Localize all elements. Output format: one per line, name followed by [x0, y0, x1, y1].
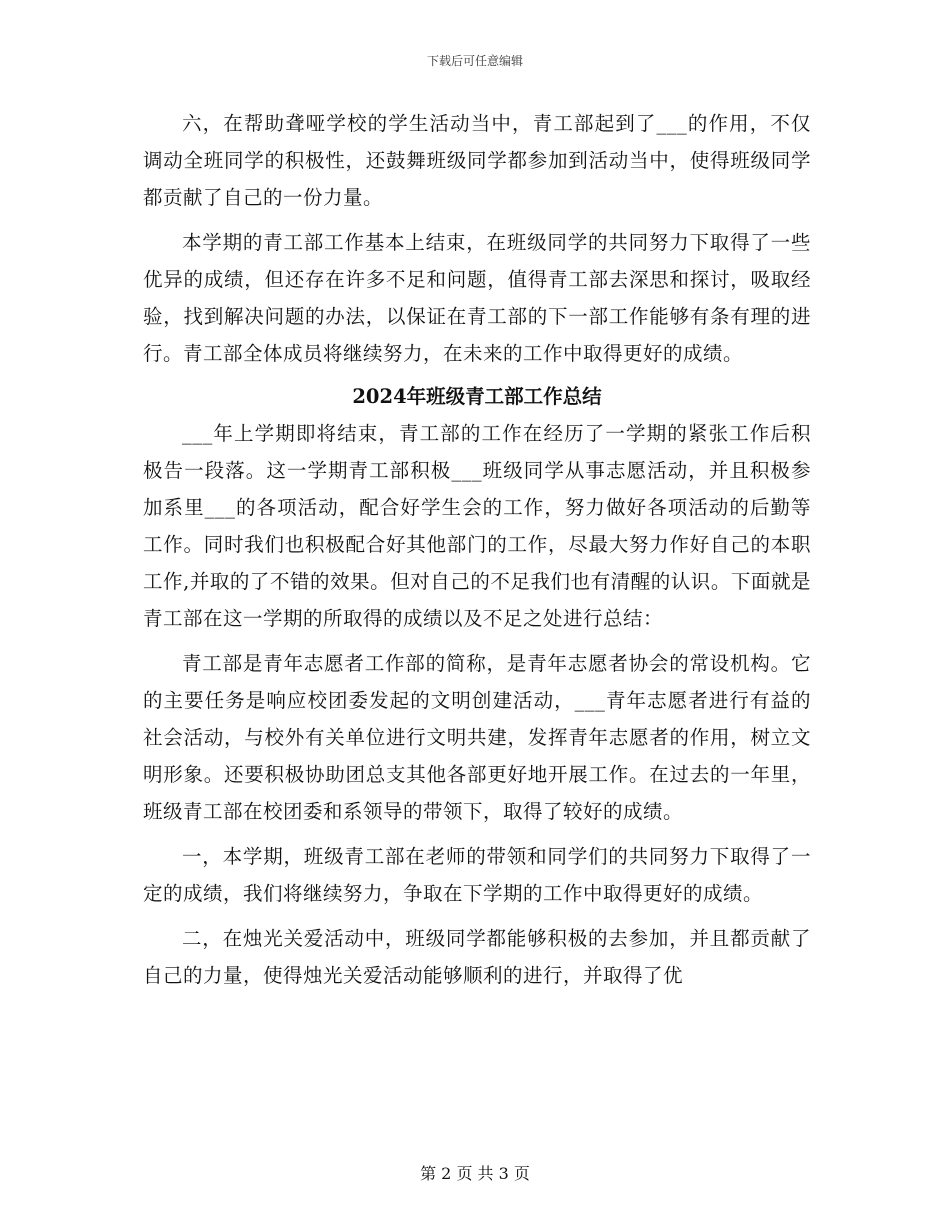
section-title: 2024年班级青工部工作总结	[352, 385, 602, 408]
paragraph-intro: ___年上学期即将结束，青工部的工作在经历了一学期的紧张工作后积极告一段落。这一学期青工部积极___班级同学从事志愿活动，并且积极参加系里___的各项活动，配合好学生会的工作，努力做好各项活动的后勤等工作。同时我们也积极配合好其他部门的工作，尽最大努力作好自己的本职工作,并取的了不错的效果。但对自己的不足我们也有清醒的认识。下面就是青工部在这一学期的所取得的成绩以及不足之处进行总结：	[143, 422, 811, 630]
document-body	[143, 105, 811, 994]
page-header: 下载后可任意编辑	[426, 54, 523, 68]
paragraph-six: 六，在帮助聋哑学校的学生活动当中，青工部起到了___的作用，不仅调动全班同学的积极性，还鼓舞班级同学都参加到活动当中，使得班级同学都贡献了自己的一份力量。	[143, 112, 811, 209]
paragraph-one: 一，本学期，班级青工部在老师的带领和同学们的共同努力下取得了一定的成绩，我们将继续努力，争取在下学期的工作中取得更好的成绩。	[143, 845, 811, 905]
page-number: 第 2 页 共 3 页	[420, 1164, 530, 1183]
paragraph-two: 二，在烛光关爱活动中，班级同学都能够积极的去参加，并且都贡献了自己的力量，使得烛光关爱活动能够顺利的进行，并取得了优	[143, 927, 811, 987]
paragraph-about: 青工部是青年志愿者工作部的简称，是青年志愿者协会的常设机构。它的主要任务是响应校团委发起的文明创建活动，___青年志愿者进行有益的社会活动，与校外有关单位进行文明共建，发挥青年志愿者的作用，树立文明形象。还要积极协助团总支其他各部更好地开展工作。在过去的一年里，班级青工部在校团委和系领导的带领下，取得了较好的成绩。	[143, 652, 811, 823]
paragraph-summary: 本学期的青工部工作基本上结束，在班级同学的共同努力下取得了一些优异的成绩，但还存在许多不足和问题，值得青工部去深思和探讨，吸取经验，找到解决问题的办法，以保证在青工部的下一部工作能够有条有理的进行。青工部全体成员将继续努力，在未来的工作中取得更好的成绩。	[143, 231, 811, 365]
